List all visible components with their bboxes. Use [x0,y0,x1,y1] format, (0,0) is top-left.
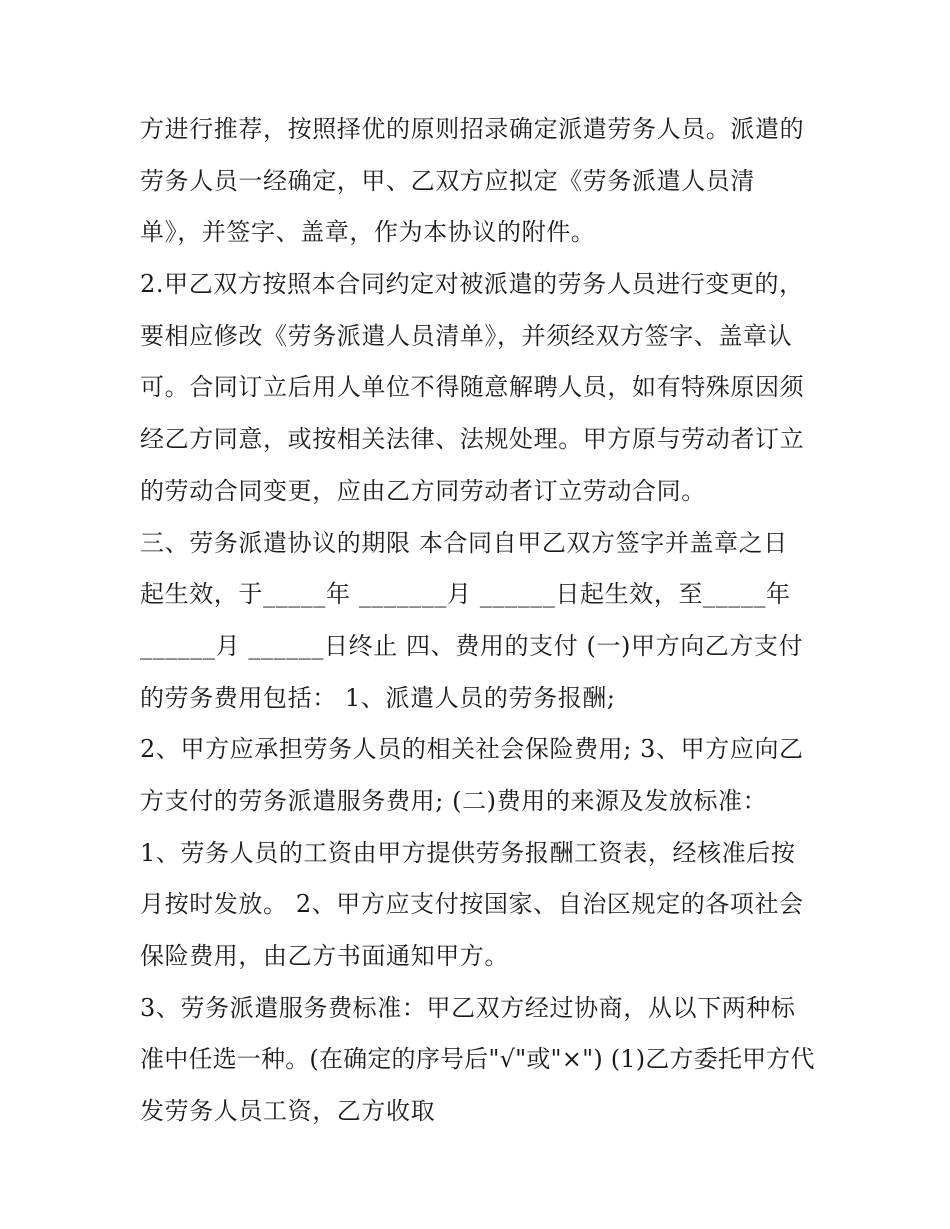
text-line: 的劳动合同变更，应由乙方同劳动者订立劳动合同。 [140,476,706,505]
text-line: 保险费用，由乙方书面通知甲方。 [140,942,509,970]
text-line: 可。合同订立后用人单位不得随意解聘人员，如有特殊原因须 [140,373,805,402]
text-line: 发劳务人员工资，乙方收取 [140,1097,436,1126]
text-line: 2、甲方应承担劳务人员的相关社会保险费用; 3、甲方应向乙 [140,735,804,764]
text-line: 经乙方同意，或按相关法律、法规处理。甲方原与劳动者订立 [140,425,805,454]
document-body [140,104,820,1138]
text-line: 月按时发放。 2、甲方应支付按国家、自治区规定的各项社会 [140,890,804,919]
text-line: 起生效，于_____年 _______月 ______日起生效，至_____年 [140,580,791,609]
text-line: 1、劳务人员的工资由甲方提供劳务报酬工资表，经核准后按 [140,838,796,867]
text-line: ______月 ______日终止 四、费用的支付 (一)甲方向乙方支付 [140,631,804,660]
text-line: 准中任选一种。(在确定的序号后"√"或"×") (1)乙方委托甲方代 [140,1045,815,1074]
text-line: 3、劳务派遣服务费标准：甲乙双方经过协商，从以下两种标 [140,993,796,1022]
text-line: 劳务人员一经确定，甲、乙双方应拟定《劳务派遣人员清 [140,166,755,195]
text-line: 三、劳务派遣协议的期限 本合同自甲乙双方签字并盖章之日 [140,528,788,557]
text-line: 方进行推荐，按照择优的原则招录确定派遣劳务人员。派遣的 [140,115,805,143]
text-line: 的劳务费用包括： 1、派遣人员的劳务报酬; [140,683,616,712]
text-line: 2.甲乙双方按照本合同约定对被派遣的劳务人员进行变更的， [140,270,804,299]
text-line: 方支付的劳务派遣服务费用; (二)费用的来源及发放标准： [140,786,768,815]
text-line: 单》，并签字、盖章，作为本协议的附件。 [140,218,596,247]
text-line: 要相应修改《劳务派遣人员清单》，并须经双方签字、盖章认 [140,321,793,350]
